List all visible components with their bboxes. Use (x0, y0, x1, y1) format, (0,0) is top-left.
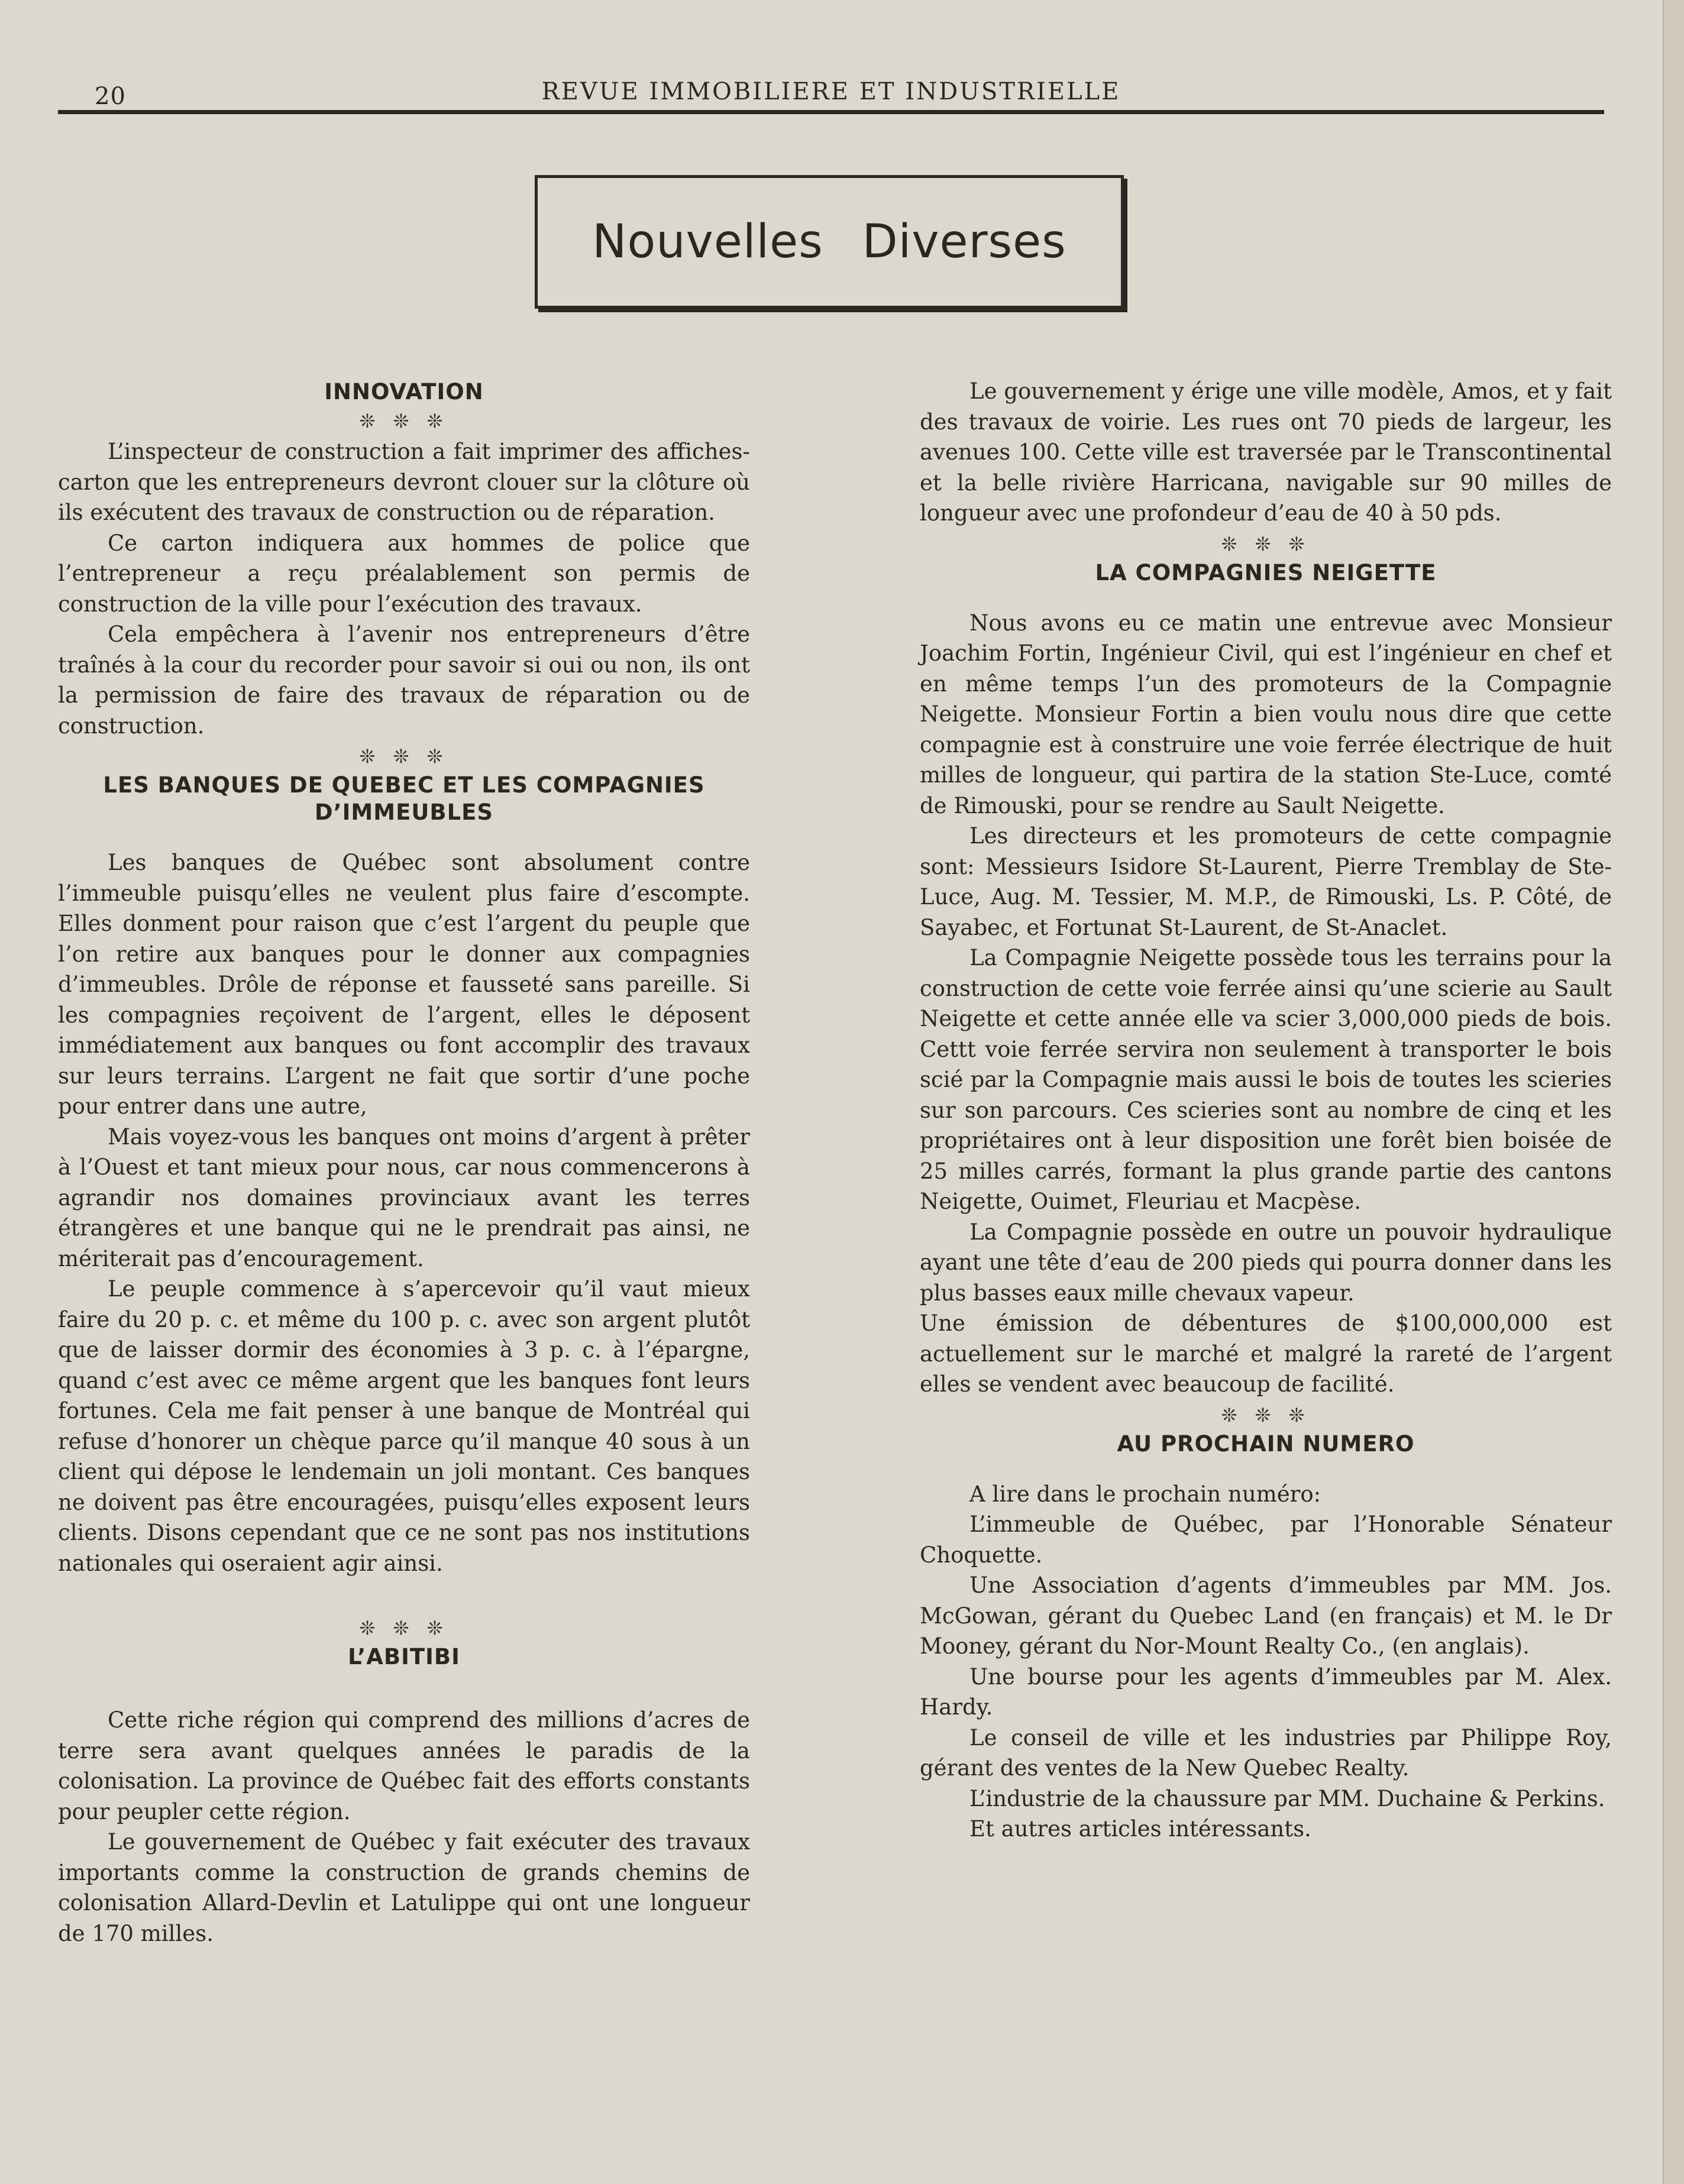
left-column (58, 378, 750, 1949)
separator: ❊ ❊ ❊ (359, 745, 449, 768)
heading-prochain: AU PROCHAIN NUMERO (1117, 1431, 1415, 1457)
paragraph: Cette riche région qui comprend des millions d’acres de terre sera avant quelques années le paradis de la colonisation. La province de Québec fait des efforts constants pour peupler cette région. (58, 1707, 750, 1824)
page-number: 20 (95, 83, 126, 110)
list-item: L’immeuble de Québec, par l’Honorable Sénateur Choquette. (920, 1512, 1612, 1568)
separator: ❊ ❊ ❊ (1221, 532, 1311, 555)
list-item: Une bourse pour les agents d’immeubles par M. Alex. Hardy. (920, 1664, 1612, 1720)
page-edge (1663, 0, 1684, 2184)
heading-neigette: LA COMPAGNIES NEIGETTE (1095, 559, 1437, 585)
paragraph: Le peuple commence à s’apercevoir qu’il vaut mieux faire du 20 p. c. et même du 100 p. c. avec son argent plutôt que de laisser dormir des économies à 3 p. c. à l’épargne, quand c’est avec ce même argent que les banques font leurs fortunes. Cela me fait penser à une banque de Montréal qui refuse d’honorer un chèque parce qu’il manque 40 sous à un client qui dépose le lendemain un joli montant. Ces banques ne doivent pas être encouragées, puisqu’elles exposent leurs clients. Disons cependant que ce ne sont pas nos institutions nationales qui oseraient agir ainsi. (58, 1276, 750, 1576)
paragraph: Une émission de débentures de $100,000,000 est actuellement sur le marché et malgré la rareté de l’argent elles se vendent avec beaucoup de facilité. (920, 1311, 1612, 1397)
paragraph: La Compagnie Neigette possède tous les terrains pour la construction de cette voie ferrée ainsi qu’une scierie au Sault Neigette et cette année elle va scier 3,000,000 pieds de bois. Cettt voie ferrée servira non seulement à transporter le bois scié par la Compagnie mais aussi le bois de toutes les scieries sur son parcours. Ces scieries sont au nombre de cinq et les propriétaires ont à leur disposition une forêt bien boisée de 25 milles carrés, formant la plus grande partie des cantons Neigette, Ouimet, Fleuriau et Macpèse. (920, 945, 1612, 1214)
paragraph: L’inspecteur de construction a fait imprimer des affiches-carton que les entrepreneurs devront clouer sur la clôture où ils exécutent des travaux de construction ou de réparation. (58, 439, 750, 525)
paragraph: Les directeurs et les promoteurs de cette compagnie sont: Messieurs Isidore St-Laurent, Pierre Tremblay de Ste-Luce, Aug. M. Tessier, M. M.P., de Rimouski, Ls. P. Côté, de Sayabec, et Fortunat St-Laurent, de St-Anaclet. (920, 823, 1612, 940)
paragraph: Mais voyez-vous les banques ont moins d’argent à prêter à l’Ouest et tant mieux pour nous, car nous commencerons à agrandir nos domaines provinciaux avant les terres étrangères et une banque qui ne le prendrait pas ainsi, ne mériterait pas d’encouragement. (58, 1124, 750, 1271)
list-item: L’industrie de la chaussure par MM. Duchaine & Perkins. (969, 1785, 1605, 1811)
right-column (920, 376, 1612, 1845)
title-box (535, 175, 1124, 309)
page-header (58, 78, 1604, 115)
paragraph: Les banques de Québec sont absolument contre l’immeuble puisqu’elles ne veulent plus faire d’escompte. Elles donment pour raison que c’est l’argent du peuple que l’on retire aux banques pour le donner aux compagnies d’immeubles. Drôle de réponse et fausseté sans pareille. Si les compagnies reçoivent de l’argent, elles le déposent immédiatement aux banques ou font accomplir des travaux sur leurs terrains. L’argent ne fait que sortir d’une poche pour entrer dans une autre, (58, 850, 750, 1119)
list-item: A lire dans le prochain numéro: (969, 1481, 1321, 1507)
paragraph: La Compagnie possède en outre un pouvoir hydraulique ayant une tête d’eau de 200 pieds qui pourra donner dans les plus basses eaux mille chevaux vapeur. (920, 1219, 1612, 1306)
running-title: REVUE IMMOBILIERE ET INDUSTRIELLE (541, 78, 1121, 105)
list-item: Et autres articles intéressants. (969, 1816, 1311, 1842)
header-rule (58, 110, 1604, 114)
heading-innovation: INNOVATION (324, 379, 484, 405)
list-item: Une Association d’agents d’immeubles par MM. Jos. McGowan, gérant du Quebec Land (en français) et M. le Dr Mooney, gérant du Nor-Mount Realty Co., (en anglais). (920, 1573, 1612, 1659)
separator: ❊ ❊ ❊ (1221, 1403, 1311, 1426)
heading-banques-line2: D’IMMEUBLES (314, 800, 494, 825)
page-title: Nouvelles Diverses (592, 215, 1066, 268)
paragraph: Ce carton indiquera aux hommes de police que l’entrepreneur a reçu préalablement son permis de construction de la ville pour l’exécution des travaux. (58, 530, 750, 617)
paragraph: Cela empêchera à l’avenir nos entrepreneurs d’être traînés à la cour du recorder pour savoir si oui ou non, ils ont la permission de faire des travaux de réparation ou de construction. (58, 622, 750, 739)
paragraph: Le gouvernement y érige une ville modèle, Amos, et y fait des travaux de voirie. Les rues ont 70 pieds de largeur, les avenues 100. Cette ville est traversée par le Transcontinental et la belle rivière Harricana, navigable sur 90 milles de longueur avec une profondeur d’eau de 40 à 50 pds. (920, 378, 1612, 526)
separator: ❊ ❊ ❊ (359, 410, 449, 432)
separator: ❊ ❊ ❊ (359, 1617, 449, 1639)
heading-banques-line1: LES BANQUES DE QUEBEC ET LES COMPAGNIES (103, 772, 705, 798)
paragraph: Le gouvernement de Québec y fait exécuter des travaux importants comme la construction de grands chemins de colonisation Allard-Devlin et Latulippe qui ont une longueur de 170 milles. (58, 1829, 750, 1946)
heading-abitibi: L’ABITIBI (348, 1644, 460, 1669)
list-item: Le conseil de ville et les industries par Philippe Roy, gérant des ventes de la New Quebec Realty. (920, 1724, 1612, 1781)
paragraph: Nous avons eu ce matin une entrevue avec Monsieur Joachim Fortin, Ingénieur Civil, qui est l’ingénieur en chef et en même temps l’un des promoteurs de la Compagnie Neigette. Monsieur Fortin a bien voulu nous dire que cette compagnie est à construire une voie ferrée électrique de huit milles de longueur, qui partira de la station Ste-Luce, comté de Rimouski, pour se rendre au Sault Neigette. (920, 610, 1612, 818)
